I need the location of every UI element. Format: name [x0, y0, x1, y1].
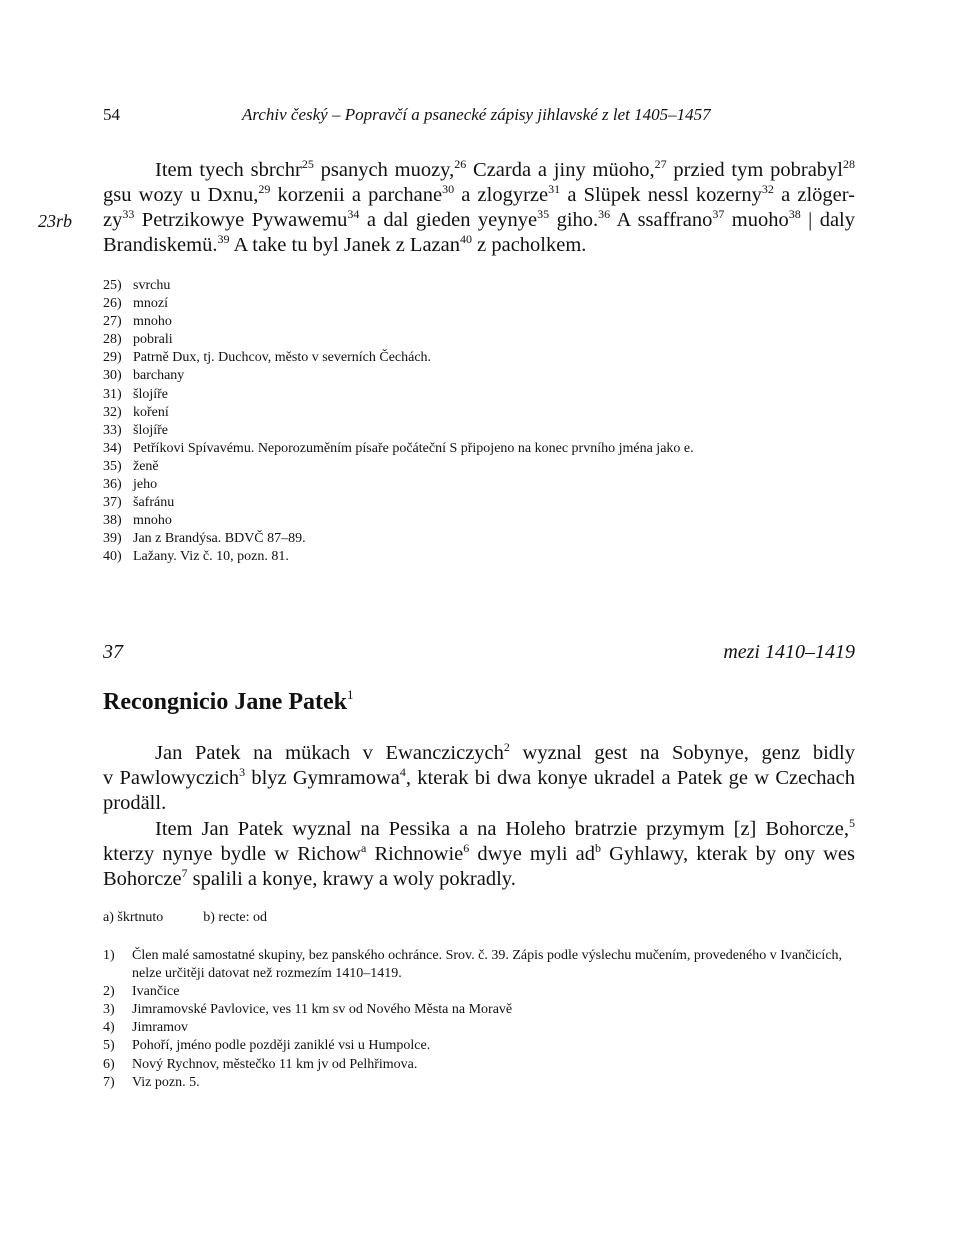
variant-b: b) recte: od	[203, 910, 268, 925]
footnote: 34) Petříkovi Spívavému. Neporozuměním písaře počáteční S připojeno na konec prvního jména jako e.	[103, 440, 694, 456]
footnote: 7) Viz pozn. 5.	[103, 1074, 200, 1090]
text-line: prodäll.	[103, 792, 167, 814]
footnotes-list	[103, 947, 863, 1092]
footnote: 3) Jimramovské Pavlovice, ves 11 km sv od Nového Města na Moravě	[103, 1002, 513, 1018]
text-line: Jan Patek na mükach v Ewancziczych$^2$ wyznal gest na Sobynye, genz bidly	[155, 740, 855, 764]
footnote: 38) mnoho	[103, 513, 172, 529]
entry-paragraph	[103, 817, 855, 892]
footnote: 27) mnoho	[103, 314, 172, 330]
footnote: 31) šlojíře	[103, 386, 168, 402]
footnote: 25) svrchu	[103, 278, 171, 293]
footnote: 30) barchany	[103, 368, 185, 384]
page-number: 54	[103, 105, 120, 124]
footnote: 36) jeho	[103, 477, 158, 493]
text-line: kterzy nynye bydle w Richow$^a$ Richnowie$^6$ dwye myli $ad^b$ Gyhlawy, kterak by ony wes	[103, 841, 855, 865]
footnote: 26) mnozí	[103, 296, 168, 312]
footnote: 40) Lažany. Viz č. 10, pozn. 81.	[103, 549, 289, 565]
text-line: Bohorcze$^7$ spalili a konye, krawy a woly pokradly.	[103, 866, 516, 890]
footnote: 5) Pohoří, jméno podle později zaniklé vsi u Humpolce.	[103, 1038, 431, 1054]
footnote: 39) Jan z Brandýsa. BDVČ 87–89.	[103, 531, 306, 547]
text-line: Item tyech sbrchr$^{25}$ psanych muozy,$^{26}$ Czarda a jiny müoho,$^{27}$ przied tym pobrabyl$^{28}$	[155, 157, 855, 181]
entry-title: Recongnicio Jane Patek$^1$	[103, 687, 354, 715]
footnote: 32) koření	[103, 404, 169, 420]
footnote: 6) Nový Rychnov, městečko 11 km jv od Pelhřimova.	[103, 1056, 418, 1072]
footnote: 1) Člen malé samostatné skupiny, bez panského ochránce. Srov. č. 39. Zápis podle výslechu mučením, provedeného v Ivančicích, nelze určitěji datovat než rozmezím 1410–1419.	[103, 948, 843, 982]
footnotes-list	[103, 277, 694, 567]
footnote: 4) Jimramov	[103, 1020, 188, 1036]
entry-number: 37	[103, 641, 123, 663]
entry-paragraph	[103, 741, 855, 816]
entry-paragraph	[103, 158, 855, 258]
footnote: 37) šafránu	[103, 495, 175, 511]
text-line: gsu wozy u Dxnu,$^{29}$ korzenii a parchane$^{30}$ a zlogyrze$^{31}$ a Slüpek nessl kozerny$^{32}$ a zlöger-	[103, 182, 855, 206]
text-line: $zy^{33}$ Petrzikowye Pywawemu$^{34}$ a dal gieden yeynye$^{35}$ giho.$^{36}$ A ssaffrano$^{37}$ muoho$^{38}$ | daly	[103, 207, 855, 231]
folio-margin-note: 23rb	[38, 211, 73, 231]
running-title: Archiv český – Popravčí a psanecké zápisy jihlavské z let 1405–1457	[242, 105, 711, 124]
text-line: v Pawlowyczich$^3$ blyz Gymramowa$^4$, kterak bi dwa konye ukradel a Patek ge w Czechach	[103, 765, 855, 789]
text-line: Brandiskemü.$^{39}$ A take tu byl Janek z Lazan$^{40}$ z pacholkem.	[103, 232, 587, 256]
footnote: 28) pobrali	[103, 332, 173, 348]
text-line: Item Jan Patek wyznal na Pessika a na Holeho bratrzie przymym [z] Bohorcze,$^5$	[155, 816, 855, 840]
footnote-ref: 1	[346, 687, 354, 702]
entry-date: mezi 1410–1419	[723, 641, 855, 663]
footnote: 35) ženě	[103, 458, 159, 474]
footnote: 33) šlojíře	[103, 422, 168, 438]
footnote: 2) Ivančice	[103, 984, 180, 1000]
variant-a: a) škrtnuto	[103, 910, 164, 925]
footnote: 29) Patrně Dux, tj. Duchcov, město v severních Čechách.	[103, 350, 432, 366]
text-variants	[103, 910, 267, 926]
